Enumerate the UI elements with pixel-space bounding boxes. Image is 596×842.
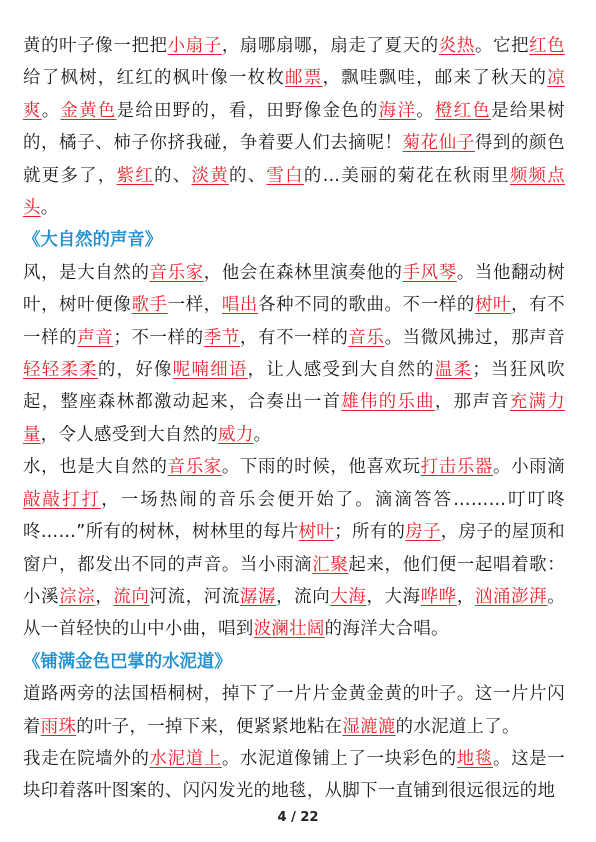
text-run: ， [456,586,475,607]
text-run: 。 [40,198,59,219]
text-run: 黄的叶子像一把把 [23,36,168,56]
highlighted-term: 温柔 [434,360,473,381]
page-number: 4 / 22 [277,810,319,825]
text-run: ，有不一样的 [23,295,565,348]
highlighted-term: 炎热 [438,36,475,56]
text-run: ， [95,586,114,607]
highlighted-term: 波澜壮阔 [253,619,325,640]
highlighted-term: 凉爽 [23,68,566,121]
text-run: 一样， [167,295,222,316]
text-run: ，扇哪扇哪，扇走了夏天的 [221,36,439,56]
text-run: 的、 [154,165,192,186]
highlighted-term: 威力 [218,424,254,445]
highlighted-term: 紫红 [116,165,155,186]
paragraph [23,30,565,224]
text-run: 我走在院墙外的 [23,748,150,769]
text-run: ，飘哇飘哇，邮来了秋天的 [322,68,548,89]
text-run: 。水泥道像铺上了一块彩色的 [221,748,457,769]
highlighted-term: 小扇子 [167,36,222,56]
highlighted-term: 金黄色 [60,100,117,121]
highlighted-term: 雄伟的乐曲 [341,392,435,413]
text-run: 。 [416,100,435,121]
document-body [23,30,565,808]
highlighted-term: 敲敲打打 [23,489,102,510]
section-heading: 《大自然的声音》 [23,230,163,251]
highlighted-term: 唱出 [221,295,259,316]
text-run: 起来，他们便一起唱着歌：小溪 [23,554,565,607]
text-run: ，有不一样的 [239,327,349,348]
text-run: 。当他翻动树叶，树叶便像 [23,262,565,316]
text-run: 的海洋大合唱。 [324,619,449,640]
text-run: 。它把 [474,36,530,56]
paragraph [23,257,565,451]
paragraph [23,451,565,645]
highlighted-term: 呢喃细语 [172,360,248,381]
highlighted-term: 邮票 [285,68,323,89]
text-run: 的、 [228,165,267,186]
text-run: ，他会在森林里演奏他的 [203,262,403,283]
text-run: 水，也是大自然的 [23,457,168,478]
document-page [23,30,565,808]
highlighted-term: 频频点头 [23,165,566,219]
highlighted-term: 湿漉漉 [342,716,396,737]
text-run: 河流，河流 [149,586,240,607]
highlighted-term: 菊花仙子 [402,133,475,154]
highlighted-term: 树叶 [474,295,512,316]
text-run: 。小雨滴 [493,457,565,478]
highlighted-term: 红色 [529,36,565,56]
paragraph [23,678,565,743]
text-run: 得到的颜色就更多了， [23,133,565,186]
text-run: 。 [253,424,272,445]
text-run: ，流向 [276,586,331,607]
highlighted-term: 音乐家 [167,457,222,478]
highlighted-term: 哗哗 [420,586,457,607]
text-run: 是给果树的，橘子、柿子你挤我碰，争着要人们去摘呢！ [23,100,566,154]
highlighted-term: 地毯 [456,748,494,769]
highlighted-term: 潺潺 [239,586,277,607]
text-run: ，大海 [366,586,421,607]
text-run: 的，好像 [97,360,173,381]
highlighted-term: 房子 [405,522,441,543]
highlighted-term: 汇聚 [312,554,349,575]
text-run: 各种不同的歌曲。不一样的 [258,295,475,316]
text-run: 道路两旁的法国梧桐树，掉下了一片片金黄金黄的叶子。这一片片闪着 [23,684,565,737]
highlighted-term: 汹涌澎湃 [474,586,548,607]
highlighted-term: 淙淙 [59,586,96,607]
text-run: 的…美丽的菊花在秋雨里 [303,165,510,186]
text-run: 给了枫树，红红的枫叶像一枚枚 [23,68,286,89]
highlighted-term: 海洋 [378,100,417,121]
text-run: 。这是一块印着落叶图案的、闪闪发光的地毯，从脚下一直铺到很远很远的地 [23,748,565,802]
highlighted-term: 雪白 [266,165,304,186]
highlighted-term: 音乐 [348,327,385,348]
text-run: 。下雨的时候，他喜欢玩 [221,457,421,478]
text-run: ，一场热闹的音乐会便开始了。滴滴答答………叮叮咚咚……”所有的树林，树林里的每片 [23,489,565,543]
highlighted-term: 流向 [113,586,150,607]
highlighted-term: 橙红色 [434,100,492,121]
text-run: ；所有的 [334,522,406,543]
highlighted-term: 淡黄 [191,165,229,186]
text-run: 的叶子，一掉下来，便紧紧地粘在 [76,716,343,737]
text-run: 。当微风拂过，那声音 [384,327,565,348]
text-run: ；不一样的 [113,327,204,348]
text-run: 。从一首轻快的山中小曲，唱到 [23,586,565,640]
highlighted-term: 音乐家 [149,262,204,283]
text-run: 风，是大自然的 [23,262,150,283]
text-run: ，那声音 [434,392,510,413]
text-run: 。 [41,100,61,121]
text-run: ，让人感受到大自然的 [247,360,435,381]
text-run: 是给田野的，看，田野像金色的 [116,100,379,121]
highlighted-term: 打击乐器 [420,457,494,478]
section-heading: 《铺满金色巴掌的水泥道》 [23,651,232,672]
highlighted-term: 歌手 [131,295,168,316]
highlighted-term: 大海 [330,586,367,607]
highlighted-term: 水泥道上 [149,748,222,769]
text-run: ；当狂风吹起，整座森林都激动起来，合奏出一首 [23,360,565,413]
highlighted-term: 声音 [77,327,114,348]
highlighted-term: 季节 [203,327,240,348]
text-run: ，房子的屋顶和窗户，都发出不同的声音。当小雨滴 [23,522,566,575]
highlighted-term: 轻轻柔柔 [23,360,98,381]
paragraph [23,743,565,808]
highlighted-term: 树叶 [298,522,335,543]
text-run: ，令人感受到大自然的 [40,424,219,445]
highlighted-term: 充满力量 [23,392,565,445]
highlighted-term: 手风琴 [402,262,457,283]
text-run: 的水泥道上了。 [395,716,520,737]
highlighted-term: 雨珠 [40,716,77,737]
